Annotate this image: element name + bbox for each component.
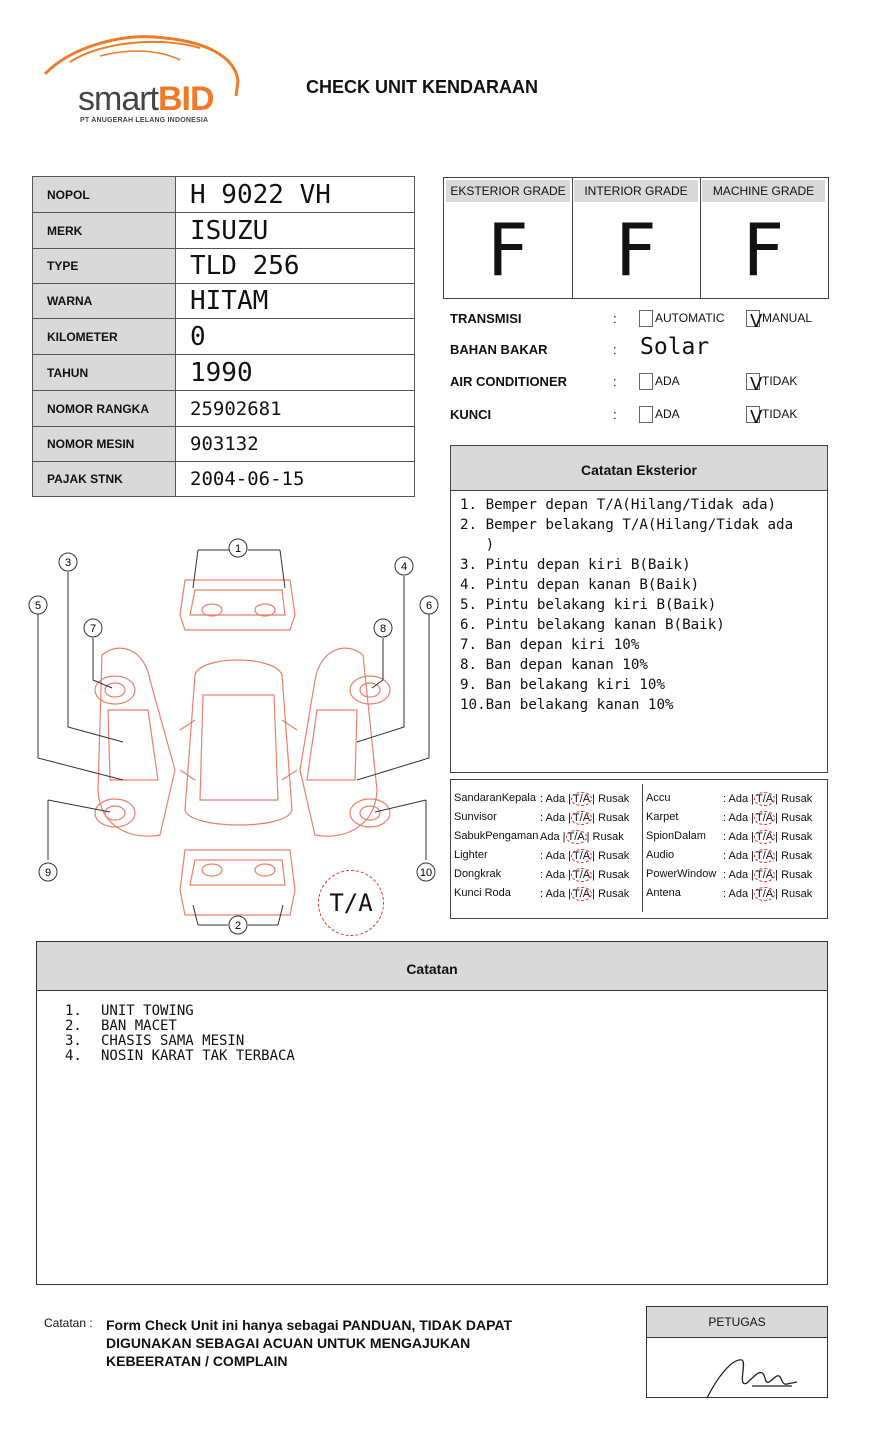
colon: : [613, 311, 617, 326]
accessory-options [540, 811, 629, 825]
info-row [33, 177, 415, 213]
option-ta[interactable]: T/A [573, 850, 591, 862]
option-ada[interactable]: Ada [728, 793, 749, 805]
callout-number: 6 [425, 600, 433, 612]
footer-label: Catatan : [44, 1316, 93, 1330]
accessory-name: SabukPengaman [454, 830, 539, 842]
catatan-item-text: UNIT TOWING [101, 1003, 194, 1019]
info-key: TAHUN [33, 355, 176, 391]
info-value: ISUZU [176, 213, 415, 249]
option-ta[interactable]: T/A [756, 793, 774, 805]
kunci-ada-checkbox[interactable] [639, 406, 653, 423]
kunci-tidak-label: TIDAK [762, 407, 798, 421]
info-key: NOPOL [33, 177, 176, 213]
accessory-sep: : [723, 850, 727, 862]
callout-number: 4 [400, 561, 408, 573]
info-key: PAJAK STNK [33, 462, 176, 497]
ac-tidak-label: TIDAK [762, 374, 798, 388]
automatic-label: AUTOMATIC [655, 311, 725, 325]
exterior-note-item: 9. Ban belakang kiri 10% [460, 677, 665, 693]
catatan-item-text: CHASIS SAMA MESIN [101, 1033, 245, 1049]
exterior-note-item: 5. Pintu belakang kiri B(Baik) [460, 597, 717, 613]
grade-interior [572, 178, 701, 298]
grade-value: F [615, 208, 657, 292]
exterior-note-item: 8. Ban depan kanan 10% [460, 657, 648, 673]
catatan-item [65, 1018, 177, 1034]
option-ta[interactable]: T/A [573, 793, 591, 805]
grade-panel [443, 177, 829, 299]
option-ada[interactable]: Ada [728, 869, 749, 881]
grade-machine [700, 178, 827, 298]
info-key: NOMOR MESIN [33, 427, 176, 462]
colon: : [613, 374, 617, 389]
info-value: 25902681 [176, 391, 415, 427]
logo-text: smartBID [78, 80, 214, 118]
callout-number: 3 [64, 557, 72, 569]
separator: | [748, 850, 755, 862]
option-ada[interactable]: Ada [545, 869, 566, 881]
info-key: TYPE [33, 249, 176, 284]
automatic-checkbox[interactable] [639, 310, 653, 327]
separator: | [775, 793, 782, 805]
catatan-item-text: NOSIN KARAT TAK TERBACA [101, 1048, 295, 1064]
signature [647, 1338, 827, 1398]
option-ta[interactable]: T/A [756, 888, 774, 900]
info-row [33, 249, 415, 284]
catatan-item [65, 1033, 244, 1049]
page-title: CHECK UNIT KENDARAAN [306, 77, 538, 97]
accessory-sep: : [723, 793, 727, 805]
separator: | [565, 869, 572, 881]
accessory-options [723, 830, 812, 844]
info-row [33, 427, 415, 462]
grade-value: F [742, 208, 785, 292]
bahan-bakar-label: BAHAN BAKAR [450, 342, 548, 357]
separator: | [565, 888, 572, 900]
grade-label: MACHINE GRADE [702, 180, 825, 202]
accessories-panel [450, 779, 828, 919]
info-key: KILOMETER [33, 319, 176, 355]
option-ada[interactable]: Ada [728, 850, 749, 862]
separator: | [592, 812, 599, 824]
accessory-sep: : [540, 888, 544, 900]
option-rusak[interactable]: Rusak [781, 869, 813, 881]
transmisi-label: TRANSMISI [450, 311, 522, 326]
accessory-sep: : [723, 869, 727, 881]
catatan-item-number: 4. [65, 1048, 82, 1064]
option-rusak[interactable]: Rusak [598, 793, 630, 805]
grade-label: EKSTERIOR GRADE [446, 180, 570, 202]
info-value: 903132 [176, 427, 415, 462]
accessory-options [540, 887, 629, 901]
callout-number: 10 [419, 867, 433, 879]
car-outline [95, 580, 390, 915]
accessory-options [540, 868, 629, 882]
separator: | [559, 831, 566, 843]
option-ada[interactable]: Ada [728, 831, 749, 843]
separator: | [775, 869, 782, 881]
option-ta[interactable]: T/A [573, 869, 591, 881]
accessory-options [723, 811, 812, 825]
bahan-bakar-value: Solar [640, 334, 710, 360]
exterior-notes-list [451, 491, 827, 715]
accessory-sep: : [723, 888, 727, 900]
info-row [33, 391, 415, 427]
grade-value: F [487, 208, 529, 292]
info-value: 0 [176, 319, 415, 355]
option-rusak[interactable]: Rusak [598, 888, 630, 900]
separator: | [565, 812, 572, 824]
accessory-name: Antena [646, 887, 681, 899]
grade-label: INTERIOR GRADE [574, 180, 698, 202]
info-value: H 9022 VH [176, 177, 415, 213]
option-ta[interactable]: T/A [567, 831, 585, 843]
info-row [33, 284, 415, 319]
callout-lines [38, 550, 429, 925]
callout-number: 5 [34, 600, 42, 612]
separator: | [565, 793, 572, 805]
callout-number: 1 [234, 543, 242, 555]
colon: : [613, 342, 617, 357]
option-ta[interactable]: T/A [756, 831, 774, 843]
separator: | [775, 888, 782, 900]
kunci-ada-label: ADA [655, 407, 680, 421]
accessory-options [540, 792, 629, 806]
option-rusak[interactable]: Rusak [781, 831, 813, 843]
option-rusak[interactable]: Rusak [781, 850, 813, 862]
exterior-note-item: 10.Ban belakang kanan 10% [460, 697, 674, 713]
separator: | [592, 888, 599, 900]
ta-stamp: T/A [318, 870, 384, 936]
kunci-label: KUNCI [450, 407, 492, 422]
option-ta[interactable]: T/A [573, 888, 591, 900]
colon: : [613, 407, 617, 422]
accessory-name: Kunci Roda [454, 887, 511, 899]
accessory-sep: : [723, 831, 727, 843]
accessory-options [723, 849, 812, 863]
info-value: HITAM [176, 284, 415, 319]
callout-numbers [29, 539, 438, 934]
accessory-name: PowerWindow [646, 868, 717, 880]
option-ada[interactable]: Ada [540, 831, 560, 843]
info-key: NOMOR RANGKA [33, 391, 176, 427]
callout-number: 7 [89, 623, 97, 635]
accessory-options [540, 830, 624, 844]
check-mark: V [750, 311, 763, 332]
info-value: 1990 [176, 355, 415, 391]
exterior-note-item: 1. Bemper depan T/A(Hilang/Tidak ada) [460, 497, 777, 513]
catatan-panel [36, 941, 828, 1285]
footer-disclaimer: Form Check Unit ini hanya sebagai PANDUAN, TIDAK DAPAT DIGUNAKAN SEBAGAI ACUAN UNTUK MENGAJUKAN KEBEERATAN / COMPLAIN [106, 1317, 513, 1369]
accessory-sep: : [540, 869, 544, 881]
separator: | [592, 793, 599, 805]
ac-label: AIR CONDITIONER [450, 374, 567, 389]
option-ada[interactable]: Ada [728, 888, 749, 900]
exterior-notes-title: Catatan Eksterior [451, 446, 827, 491]
exterior-note-item: ) [460, 537, 495, 553]
catatan-item-number: 1. [65, 1003, 82, 1019]
info-row [33, 355, 415, 391]
accessory-name: Karpet [646, 811, 679, 823]
info-key: MERK [33, 213, 176, 249]
option-rusak[interactable]: Rusak [598, 812, 630, 824]
info-row [33, 462, 415, 497]
separator: | [748, 793, 755, 805]
accessory-sep: : [540, 812, 544, 824]
info-value: TLD 256 [176, 249, 415, 284]
option-ta[interactable]: T/A [756, 850, 774, 862]
separator: | [592, 869, 599, 881]
manual-label: MANUAL [762, 311, 813, 325]
accessory-name: Dongkrak [454, 868, 502, 880]
accessory-name: Sunvisor [454, 811, 497, 823]
exterior-notes-panel [450, 445, 828, 773]
accessory-name: Audio [646, 849, 675, 861]
catatan-item-number: 2. [65, 1018, 82, 1034]
option-rusak[interactable]: Rusak [598, 850, 630, 862]
separator: | [748, 888, 755, 900]
option-ta[interactable]: T/A [756, 869, 774, 881]
separator: | [775, 831, 782, 843]
option-rusak[interactable]: Rusak [592, 831, 624, 843]
option-rusak[interactable]: Rusak [781, 888, 813, 900]
vehicle-info-table [32, 176, 415, 497]
car-damage-diagram [20, 530, 445, 940]
exterior-note-item: 6. Pintu belakang kanan B(Baik) [460, 617, 725, 633]
accessory-name: Accu [646, 792, 671, 804]
separator: | [592, 850, 599, 862]
exterior-note-item: 4. Pintu depan kanan B(Baik) [460, 577, 700, 593]
catatan-item [65, 1048, 295, 1064]
option-rusak[interactable]: Rusak [781, 793, 813, 805]
accessory-name: SandaranKepala [454, 792, 536, 804]
separator: | [565, 850, 572, 862]
separator: | [748, 831, 755, 843]
accessory-options [723, 868, 812, 882]
option-ta[interactable]: T/A [573, 812, 591, 824]
separator: | [775, 850, 782, 862]
info-row [33, 319, 415, 355]
catatan-item-number: 3. [65, 1033, 82, 1049]
separator: | [775, 812, 782, 824]
separator: | [748, 869, 755, 881]
exterior-note-item: 7. Ban depan kiri 10% [460, 637, 640, 653]
check-mark: V [750, 407, 763, 428]
option-ada[interactable]: Ada [545, 888, 566, 900]
accessory-options [540, 849, 629, 863]
catatan-item [65, 1003, 194, 1019]
option-ada[interactable]: Ada [728, 812, 749, 824]
accessory-sep: : [540, 850, 544, 862]
option-rusak[interactable]: Rusak [598, 869, 630, 881]
option-ta[interactable]: T/A [756, 812, 774, 824]
grade-exterior [444, 178, 573, 298]
option-ada[interactable]: Ada [545, 850, 566, 862]
accessory-name: Lighter [454, 849, 488, 861]
info-value: 2004-06-15 [176, 462, 415, 497]
column-divider [642, 784, 643, 912]
separator: | [748, 812, 755, 824]
ac-ada-label: ADA [655, 374, 680, 388]
ac-ada-checkbox[interactable] [639, 373, 653, 390]
separator: | [586, 831, 593, 843]
exterior-note-item: 3. Pintu depan kiri B(Baik) [460, 557, 691, 573]
info-row [33, 213, 415, 249]
callout-number: 8 [379, 623, 387, 635]
accessory-sep: : [723, 812, 727, 824]
option-ada[interactable]: Ada [545, 812, 566, 824]
petugas-box [646, 1306, 828, 1398]
callout-number: 2 [234, 920, 242, 932]
catatan-title: Catatan [37, 942, 827, 991]
exterior-note-item: 2. Bemper belakang T/A(Hilang/Tidak ada [460, 517, 794, 533]
accessory-options [723, 792, 812, 806]
info-key: WARNA [33, 284, 176, 319]
petugas-label: PETUGAS [647, 1307, 827, 1338]
accessory-sep: : [540, 793, 544, 805]
option-ada[interactable]: Ada [545, 793, 566, 805]
accessory-name: SpionDalam [646, 830, 706, 842]
callout-number: 9 [44, 867, 52, 879]
catatan-item-text: BAN MACET [101, 1018, 177, 1034]
option-rusak[interactable]: Rusak [781, 812, 813, 824]
check-mark: V [750, 374, 763, 395]
logo-subtitle: PT ANUGERAH LELANG INDONESIA [80, 117, 209, 124]
accessory-options [723, 887, 812, 901]
